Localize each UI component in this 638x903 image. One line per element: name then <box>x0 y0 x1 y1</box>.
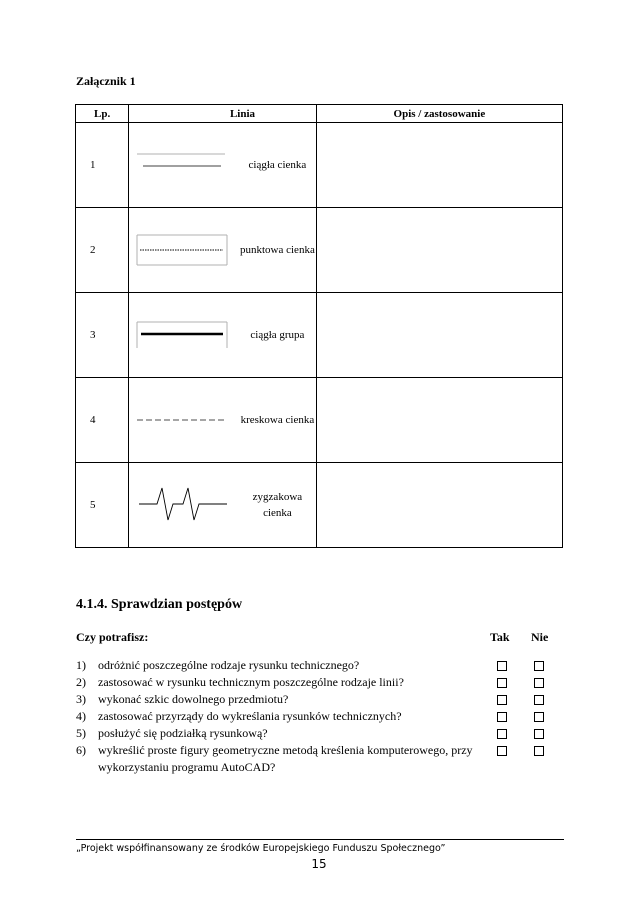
question-number: 2) <box>76 675 86 689</box>
question-number: 1) <box>76 658 86 672</box>
list-item <box>76 691 566 708</box>
nie-checkbox[interactable] <box>534 729 544 739</box>
line-types-table <box>75 104 563 548</box>
nie-column-heading: Nie <box>531 630 549 644</box>
thin-dotted-line-sample <box>135 233 231 267</box>
tak-checkbox[interactable] <box>497 729 507 739</box>
questions-heading: Czy potrafisz: <box>76 630 149 644</box>
footer-text: „Projekt współfinansowany ze środków Europejskiego Funduszu Społecznego” <box>76 843 446 854</box>
nie-checkbox[interactable] <box>534 695 544 705</box>
header-opis: Opis / zastosowanie <box>316 105 562 123</box>
section-title: 4.1.4. Sprawdzian postępów <box>76 597 243 612</box>
list-item <box>76 708 566 725</box>
line-name: punktowa cienka <box>239 208 316 293</box>
tak-checkbox[interactable] <box>497 746 507 756</box>
row-lp: 2 <box>76 208 129 293</box>
table-row <box>76 208 563 293</box>
list-item <box>76 742 566 776</box>
line-sample-cell <box>129 208 239 293</box>
question-text: zastosować przyrządy do wykreślania rysunków technicznych? <box>98 709 402 723</box>
question-number: 5) <box>76 726 86 740</box>
header-lp: Lp. <box>76 105 129 123</box>
thin-zigzag-line-sample <box>135 480 231 530</box>
line-name: ciągła cienka <box>239 123 316 208</box>
thin-continuous-line-sample <box>135 150 231 180</box>
line-sample-cell <box>129 123 239 208</box>
nie-checkbox[interactable] <box>534 746 544 756</box>
header-linia: Linia <box>129 105 317 123</box>
description-cell <box>316 208 562 293</box>
row-lp: 4 <box>76 378 129 463</box>
line-sample-cell <box>129 293 239 378</box>
row-lp: 3 <box>76 293 129 378</box>
footer-divider <box>76 839 564 840</box>
list-item <box>76 657 566 674</box>
line-name: kreskowa cienka <box>239 378 316 463</box>
nie-checkbox[interactable] <box>534 678 544 688</box>
tak-column-heading: Tak <box>490 630 510 644</box>
question-number: 6) <box>76 743 86 757</box>
table-row <box>76 293 563 378</box>
description-cell <box>316 293 562 378</box>
list-item <box>76 725 566 742</box>
row-lp: 1 <box>76 123 129 208</box>
description-cell <box>316 378 562 463</box>
list-item <box>76 674 566 691</box>
question-number: 4) <box>76 709 86 723</box>
question-text: wykonać szkic dowolnego przedmiotu? <box>98 692 289 706</box>
table-header-row <box>76 105 563 123</box>
nie-checkbox[interactable] <box>534 712 544 722</box>
thick-continuous-line-sample <box>135 320 231 350</box>
question-number: 3) <box>76 692 86 706</box>
question-text: wykreślić proste figury geometryczne metodą kreślenia komputerowego, przy wykorzystaniu programu AutoCAD? <box>98 743 473 774</box>
question-text: zastosować w rysunku technicznym poszczególne rodzaje linii? <box>98 675 404 689</box>
line-name: ciągła grupa <box>239 293 316 378</box>
tak-checkbox[interactable] <box>497 661 507 671</box>
table-row <box>76 378 563 463</box>
line-sample-cell <box>129 378 239 463</box>
question-text: posłużyć się podziałką rysunkową? <box>98 726 268 740</box>
description-cell <box>316 123 562 208</box>
tak-checkbox[interactable] <box>497 678 507 688</box>
page-number: 15 <box>311 857 327 871</box>
annex-title: Załącznik 1 <box>76 74 136 88</box>
questions-list <box>76 657 566 776</box>
thin-dashed-line-sample <box>135 410 231 430</box>
nie-checkbox[interactable] <box>534 661 544 671</box>
table-row <box>76 123 563 208</box>
tak-checkbox[interactable] <box>497 712 507 722</box>
line-sample-cell <box>129 463 239 548</box>
row-lp: 5 <box>76 463 129 548</box>
table-row <box>76 463 563 548</box>
line-name: zygzakowa cienka <box>239 463 316 548</box>
question-text: odróżnić poszczególne rodzaje rysunku technicznego? <box>98 658 360 672</box>
tak-checkbox[interactable] <box>497 695 507 705</box>
description-cell <box>316 463 562 548</box>
